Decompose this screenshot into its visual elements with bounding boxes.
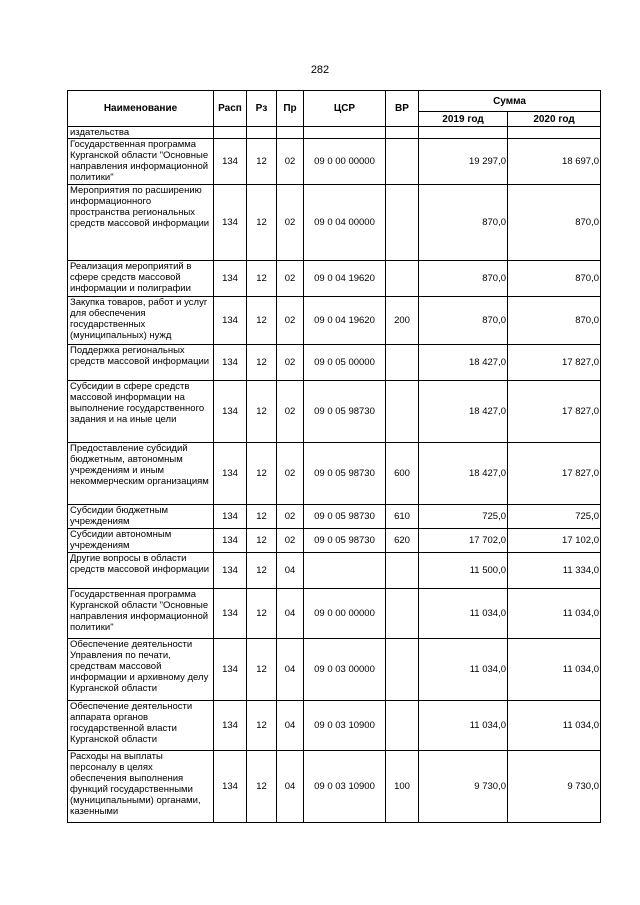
cell-pr: 02 — [277, 185, 304, 261]
cell-2019 — [419, 127, 508, 139]
header-2019: 2019 год — [419, 112, 508, 127]
cell-2020: 11 034,0 — [508, 639, 601, 701]
cell-rasp: 134 — [214, 639, 247, 701]
cell-2019: 18 427,0 — [419, 443, 508, 505]
cell-2020: 725,0 — [508, 505, 601, 529]
cell-vr — [386, 127, 419, 139]
cell-rasp: 134 — [214, 185, 247, 261]
cell-csr: 09 0 04 19620 — [304, 261, 386, 297]
budget-table — [67, 90, 601, 823]
cell-rz: 12 — [247, 261, 277, 297]
cell-rasp: 134 — [214, 529, 247, 553]
cell-rasp: 134 — [214, 261, 247, 297]
cell-rz: 12 — [247, 589, 277, 639]
cell-2020: 870,0 — [508, 297, 601, 345]
cell-vr — [386, 639, 419, 701]
table-row — [68, 529, 601, 553]
cell-csr: 09 0 05 00000 — [304, 345, 386, 381]
page-number: 282 — [310, 64, 330, 76]
cell-name: издательства — [68, 127, 214, 139]
cell-rz: 12 — [247, 345, 277, 381]
table-row — [68, 381, 601, 443]
cell-pr: 04 — [277, 589, 304, 639]
header-vr: ВР — [386, 91, 419, 127]
cell-2019: 9 730,0 — [419, 751, 508, 823]
cell-name: Предоставление субсидий бюджетным, автономным учреждениям и иным некоммерческим организациям — [68, 443, 214, 505]
cell-pr: 02 — [277, 505, 304, 529]
cell-vr — [386, 701, 419, 751]
cell-pr: 02 — [277, 381, 304, 443]
cell-pr: 02 — [277, 297, 304, 345]
cell-name: Обеспечение деятельности аппарата органов государственной власти Курганской области — [68, 701, 214, 751]
cell-2019: 11 500,0 — [419, 553, 508, 589]
table-row — [68, 127, 601, 139]
cell-rz: 12 — [247, 505, 277, 529]
cell-pr: 04 — [277, 553, 304, 589]
cell-2019: 19 297,0 — [419, 139, 508, 185]
cell-vr: 200 — [386, 297, 419, 345]
cell-vr — [386, 345, 419, 381]
cell-csr: 09 0 05 98730 — [304, 529, 386, 553]
cell-name: Субсидии автономным учреждениям — [68, 529, 214, 553]
cell-2020: 11 334,0 — [508, 553, 601, 589]
cell-2020: 870,0 — [508, 185, 601, 261]
cell-csr: 09 0 04 00000 — [304, 185, 386, 261]
table-row — [68, 297, 601, 345]
table-row — [68, 345, 601, 381]
cell-rasp: 134 — [214, 701, 247, 751]
cell-vr — [386, 553, 419, 589]
table-row — [68, 589, 601, 639]
cell-pr: 04 — [277, 751, 304, 823]
cell-rasp: 134 — [214, 751, 247, 823]
table-row — [68, 443, 601, 505]
cell-pr: 02 — [277, 345, 304, 381]
cell-rasp: 134 — [214, 443, 247, 505]
cell-vr: 610 — [386, 505, 419, 529]
header-sum: Сумма — [419, 91, 601, 112]
cell-rz: 12 — [247, 529, 277, 553]
cell-name: Субсидии в сфере средств массовой информации на выполнение государственного задания и на иные цели — [68, 381, 214, 443]
cell-name: Государственная программа Курганской области "Основные направления информационной политики" — [68, 589, 214, 639]
cell-name: Закупка товаров, работ и услуг для обеспечения государственных (муниципальных) нужд — [68, 297, 214, 345]
cell-rasp: 134 — [214, 381, 247, 443]
cell-pr: 04 — [277, 701, 304, 751]
table-row — [68, 751, 601, 823]
cell-pr: 04 — [277, 639, 304, 701]
cell-rz: 12 — [247, 381, 277, 443]
cell-name: Поддержка региональных средств массовой информации — [68, 345, 214, 381]
cell-csr: 09 0 05 98730 — [304, 505, 386, 529]
cell-csr — [304, 127, 386, 139]
cell-rasp — [214, 127, 247, 139]
table-row — [68, 553, 601, 589]
cell-vr: 620 — [386, 529, 419, 553]
table-row — [68, 139, 601, 185]
cell-2019: 18 427,0 — [419, 381, 508, 443]
cell-2020: 9 730,0 — [508, 751, 601, 823]
header-name: Наименование — [68, 91, 214, 127]
cell-rz: 12 — [247, 639, 277, 701]
cell-2019: 17 702,0 — [419, 529, 508, 553]
cell-name: Обеспечение деятельности Управления по печати, средствам массовой информации и архивному делу Курганской области — [68, 639, 214, 701]
cell-2020: 870,0 — [508, 261, 601, 297]
cell-rasp: 134 — [214, 297, 247, 345]
cell-vr: 100 — [386, 751, 419, 823]
cell-2020: 17 102,0 — [508, 529, 601, 553]
cell-rz: 12 — [247, 297, 277, 345]
cell-2019: 870,0 — [419, 185, 508, 261]
cell-vr — [386, 261, 419, 297]
cell-vr — [386, 589, 419, 639]
cell-csr: 09 0 05 98730 — [304, 381, 386, 443]
cell-name: Мероприятия по расширению информационного пространства региональных средств массовой информации — [68, 185, 214, 261]
cell-pr — [277, 127, 304, 139]
cell-2020: 17 827,0 — [508, 443, 601, 505]
cell-rz: 12 — [247, 751, 277, 823]
cell-csr — [304, 553, 386, 589]
cell-2020 — [508, 127, 601, 139]
cell-pr: 02 — [277, 529, 304, 553]
cell-2019: 725,0 — [419, 505, 508, 529]
header-rz: Рз — [247, 91, 277, 127]
table-body — [68, 127, 601, 823]
cell-name: Субсидии бюджетным учреждениям — [68, 505, 214, 529]
table-row — [68, 505, 601, 529]
cell-rz: 12 — [247, 701, 277, 751]
cell-csr: 09 0 03 10900 — [304, 701, 386, 751]
cell-name: Другие вопросы в области средств массовой информации — [68, 553, 214, 589]
cell-2019: 11 034,0 — [419, 589, 508, 639]
cell-vr — [386, 139, 419, 185]
cell-2020: 17 827,0 — [508, 381, 601, 443]
cell-rz — [247, 127, 277, 139]
cell-2019: 870,0 — [419, 261, 508, 297]
cell-rz: 12 — [247, 139, 277, 185]
cell-vr — [386, 381, 419, 443]
table-row — [68, 185, 601, 261]
cell-2020: 11 034,0 — [508, 701, 601, 751]
cell-csr: 09 0 04 19620 — [304, 297, 386, 345]
header-rasp: Расп — [214, 91, 247, 127]
cell-vr: 600 — [386, 443, 419, 505]
cell-2019: 870,0 — [419, 297, 508, 345]
cell-rasp: 134 — [214, 345, 247, 381]
cell-pr: 02 — [277, 261, 304, 297]
cell-rz: 12 — [247, 185, 277, 261]
cell-name: Реализация мероприятий в сфере средств массовой информации и полиграфии — [68, 261, 214, 297]
cell-rasp: 134 — [214, 139, 247, 185]
cell-2020: 11 034,0 — [508, 589, 601, 639]
cell-csr: 09 0 03 10900 — [304, 751, 386, 823]
cell-2019: 18 427,0 — [419, 345, 508, 381]
cell-rasp: 134 — [214, 505, 247, 529]
cell-pr: 02 — [277, 443, 304, 505]
header-pr: Пр — [277, 91, 304, 127]
cell-csr: 09 0 00 00000 — [304, 139, 386, 185]
header-csr: ЦСР — [304, 91, 386, 127]
cell-2020: 18 697,0 — [508, 139, 601, 185]
cell-name: Расходы на выплаты персоналу в целях обеспечения выполнения функций государственными (муниципальными) органами, казенными — [68, 751, 214, 823]
cell-rz: 12 — [247, 553, 277, 589]
cell-rasp: 134 — [214, 589, 247, 639]
cell-csr: 09 0 00 00000 — [304, 589, 386, 639]
table-row — [68, 261, 601, 297]
cell-2019: 11 034,0 — [419, 701, 508, 751]
cell-rz: 12 — [247, 443, 277, 505]
cell-csr: 09 0 03 00000 — [304, 639, 386, 701]
cell-vr — [386, 185, 419, 261]
cell-pr: 02 — [277, 139, 304, 185]
table-row — [68, 701, 601, 751]
header-2020: 2020 год — [508, 112, 601, 127]
cell-name: Государственная программа Курганской области "Основные направления информационной политики" — [68, 139, 214, 185]
cell-rasp: 134 — [214, 553, 247, 589]
cell-2020: 17 827,0 — [508, 345, 601, 381]
cell-csr: 09 0 05 98730 — [304, 443, 386, 505]
cell-2019: 11 034,0 — [419, 639, 508, 701]
table-row — [68, 639, 601, 701]
